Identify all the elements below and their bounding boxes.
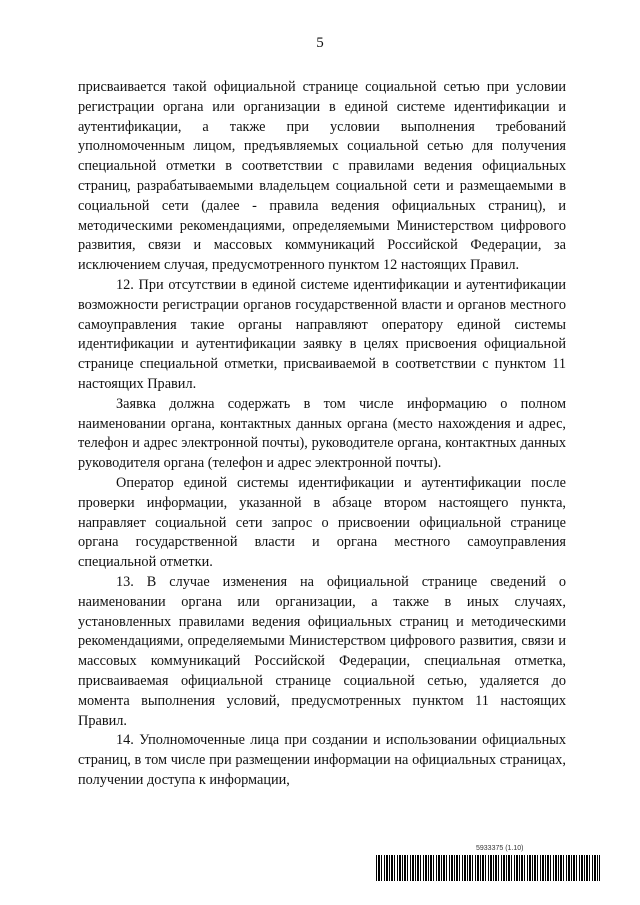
paragraph-application-content: Заявка должна содержать в том числе информацию о полном наименовании органа, контактных данных органа (место нахождения и адрес, телефон и адрес электронной почты), руководителе органа, контактных данных руководителя органа (телефон и адрес электронной почты).: [78, 395, 566, 472]
paragraph-continuation: присваивается такой официальной странице социальной сетью при условии регистрации органа или организации в единой системе идентификации и аутентификации, а также при условии выполнения требований уполномоченным лицом, предъявляемых социальной сетью для получения специальной отметки в соответствии с правилами ведения официальных страниц, разрабатываемыми владельцем социальной сети и размещаемыми в социальной сети (далее - правила ведения официальных страниц), и методическими рекомендациями, определяемыми Министерством цифрового развития, связи и массовых коммуникаций Российской Федерации, за исключением случая, предусмотренного пунктом 12 настоящих Правил.: [78, 79, 566, 274]
paragraph-item-14: 14. Уполномоченные лица при создании и использовании официальных страниц, в том числе при размещении информации на официальных страницах, получении доступа к информации,: [78, 732, 566, 788]
document-body: [78, 78, 566, 791]
paragraph-operator-request: Оператор единой системы идентификации и аутентификации после проверки информации, указанной в абзаце втором настоящего пункта, направляет социальной сети запрос о присвоении официальной странице органа государственной власти и органа местного самоуправления специальной отметки.: [78, 474, 566, 571]
paragraph-item-13: 13. В случае изменения на официальной странице сведений о наименовании органа или организации, а также в иных случаях, установленных правилами ведения официальных страниц и методическими рекомендациями, определяемыми Министерством цифрового развития, связи и массовых коммуникаций Российской Федерации, специальная отметка, присваиваемая официальной странице социальной сетью, удаляется до момента выполнения условий, предусмотренных пунктом 11 настоящих Правил.: [78, 573, 566, 729]
document-code: 5933375 (1.10): [476, 845, 524, 852]
paragraph-item-12: 12. При отсутствии в единой системе идентификации и аутентификации возможности регистрации органов государственной власти и органов местного самоуправления такие органы направляют оператору единой системы идентификации и аутентификации заявку в целях присвоения официальной странице специальной отметки, присваиваемой в соответствии с пунктом 11 настоящих Правил.: [78, 276, 566, 392]
barcode: [376, 855, 600, 881]
page-number: 5: [316, 35, 324, 51]
